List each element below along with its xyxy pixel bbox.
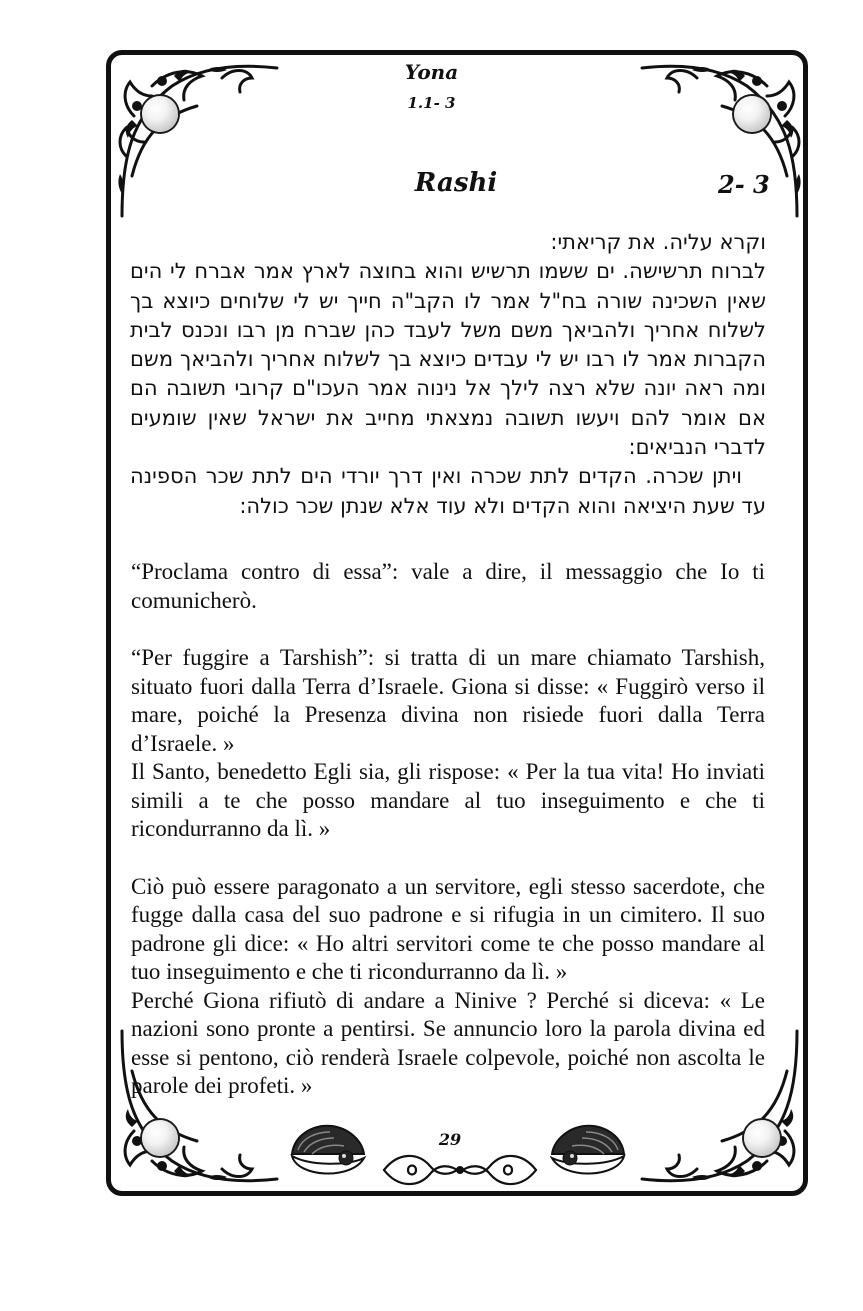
- oyster-shell-icon: [288, 1114, 368, 1186]
- chapter-range: 1.1- 3: [407, 94, 456, 112]
- hebrew-paragraph: ויתן שכרה. הקדים לתת שכרה ואין דרך יורדי הים לתת שכר הספינה עד שעת היציאה והוא הקדים ולא עוד אלא שנתן שכר כולה:: [130, 464, 766, 518]
- hebrew-commentary: [130, 228, 766, 521]
- italian-paragraph: “Per fuggire a Tarshish”: si tratta di un mare chiamato Tarshish, situato fuori dalla Terra d’Israele. Giona si disse: « Fuggirò verso il mare, poiché la Presenza divina non risiede fuori dalla Terra d’Israele. »: [131, 645, 765, 756]
- hebrew-paragraph: לברוח תרשישה. ים ששמו תרשיש והוא בחוצה לארץ אמר אברח לי הים שאין השכינה שורה בח"ל אמר לו הקב"ה חייך יש לי שלוחים כיוצא בך לשלוח אחריך ולהביאך משם משל לעבד כהן שברח מן רבו ונכנס לבית הקברות אמר לו רבו יש לי עבדים כיוצא בך לשלוח אחריך ולהביאך משם ומה ראה יונה שלא רצה לילך אל נינוה אמר העכו"ם קרובי תשובה הם אם אומר להם ויעשו תשובה נמצאתי מחייב את ישראל שאין שומעים לדברי הנביאים:: [130, 259, 766, 460]
- italian-paragraph: “Proclama contro di essa”: vale a dire, il messaggio che Io ti comunicherò.: [131, 559, 765, 613]
- hebrew-paragraph: וקרא עליה. את קריאתי:: [550, 230, 766, 254]
- book-title: Yona: [404, 60, 459, 84]
- section-title: Rashi: [414, 168, 498, 198]
- scroll-ornament-icon: [378, 1146, 542, 1194]
- italian-paragraph: Ciò può essere paragonato a un servitore, egli stesso sacerdote, che fugge dalla casa del suo padrone e si rifugia in un cimitero. Il suo padrone gli dice: « Ho altri servitori come te che posso mandare al tuo inseguimento e che ti ricondurranno da lì. »: [131, 873, 765, 984]
- italian-paragraph: Perché Giona rifiutò di andare a Ninive ? Perché si diceva: « Le nazioni sono pronte a pentirsi. Se annuncio loro la parola divina ed esse si pentono, ciò renderà Israele colpevole, poiché non ascolta le parole dei profeti. »: [131, 987, 765, 1098]
- verse-reference: 2- 3: [718, 170, 770, 199]
- italian-paragraph: Il Santo, benedetto Egli sia, gli rispose: « Per la tua vita! Ho inviati simili a te che posso mandare al tuo inseguimento e che ti ricondurranno da lì. »: [131, 759, 765, 841]
- oyster-shell-icon: [548, 1114, 628, 1186]
- page-number: 29: [438, 1130, 462, 1149]
- italian-translation: [131, 558, 765, 1101]
